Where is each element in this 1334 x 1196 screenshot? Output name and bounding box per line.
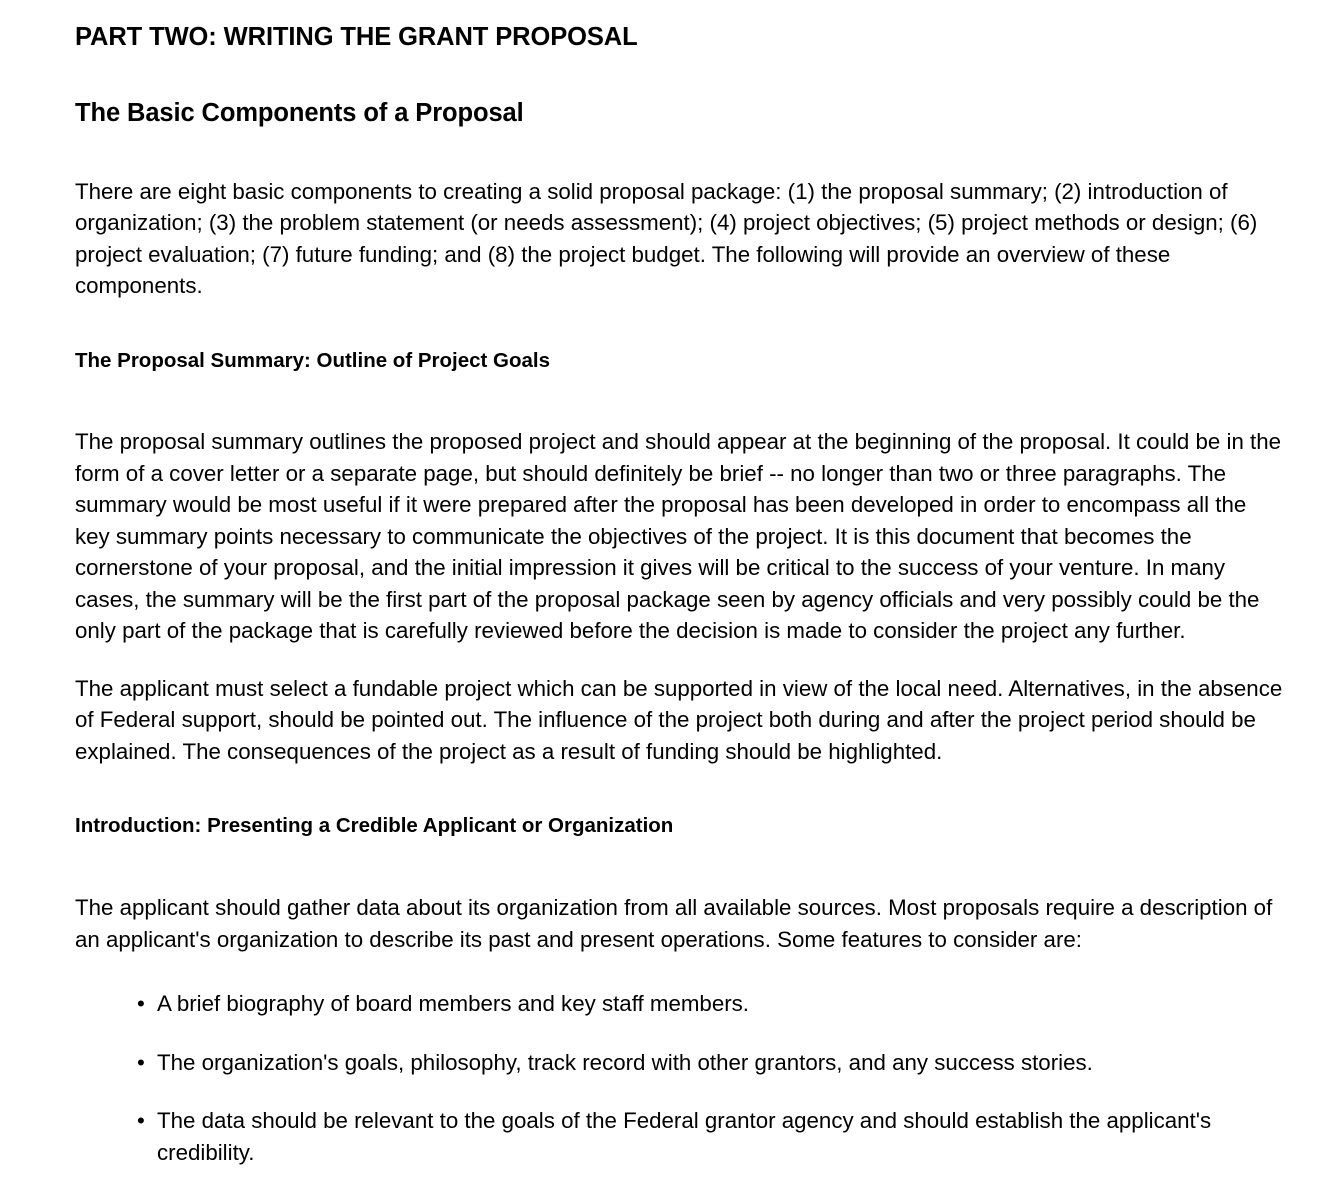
bullet-icon: • — [137, 1108, 145, 1134]
list-item-text: The organization's goals, philosophy, track record with other grantors, and any success stories. — [157, 1049, 1093, 1075]
list-item-text: The data should be relevant to the goals of the Federal grantor agency and should establish the applicant's credibility. — [157, 1108, 1212, 1165]
list-item-text: A brief biography of board members and key staff members. — [157, 991, 749, 1017]
list-item — [75, 1047, 1286, 1079]
bullet-icon: • — [137, 1049, 145, 1075]
section-paragraph-proposal-summary-2: The applicant must select a fundable project which can be supported in view of the local need. Alternatives, in the absence of Federal support, should be pointed out. The influence of the project both during and after the project period should be explained. The consequences of the project as a result of funding should be highlighted. — [75, 675, 1283, 764]
list-item — [75, 1105, 1286, 1168]
section-heading-introduction: Introduction: Presenting a Credible Applicant or Organization — [75, 814, 674, 838]
page-subtitle: The Basic Components of a Proposal — [75, 98, 524, 127]
intro-paragraph: There are eight basic components to creating a solid proposal package: (1) the proposal summary; (2) introduction of organization; (3) the problem statement (or needs assessment); (4) project objectives; (5) project methods or design; (6) project evaluation; (7) future funding; and (8) the project budget. The following will provide an overview of these components. — [75, 178, 1258, 299]
list-item — [75, 988, 1286, 1020]
bullet-icon: • — [137, 991, 145, 1017]
section-paragraph-proposal-summary-1: The proposal summary outlines the proposed project and should appear at the beginning of the proposal. It could be in the form of a cover letter or a separate page, but should definitely be brief -- no longer than two or three paragraphs. The summary would be most useful if it were prepared after the proposal has been developed in order to encompass all the key summary points necessary to communicate the objectives of the project. It is this document that becomes the cornerstone of your proposal, and the initial impression it gives will be critical to the success of your venture. In many cases, the summary will be the first part of the proposal package seen by agency officials and very possibly could be the only part of the package that is carefully reviewed before the decision is made to consider the project any further. — [75, 429, 1282, 644]
section-paragraph-introduction-1: The applicant should gather data about its organization from all available sources. Most proposals require a description of an applicant's organization to describe its past and present operations. Some features to consider are: — [75, 895, 1273, 952]
section-heading-proposal-summary: The Proposal Summary: Outline of Project Goals — [75, 348, 551, 372]
features-list — [75, 988, 1286, 1168]
page-title: PART TWO: WRITING THE GRANT PROPOSAL — [75, 23, 638, 51]
